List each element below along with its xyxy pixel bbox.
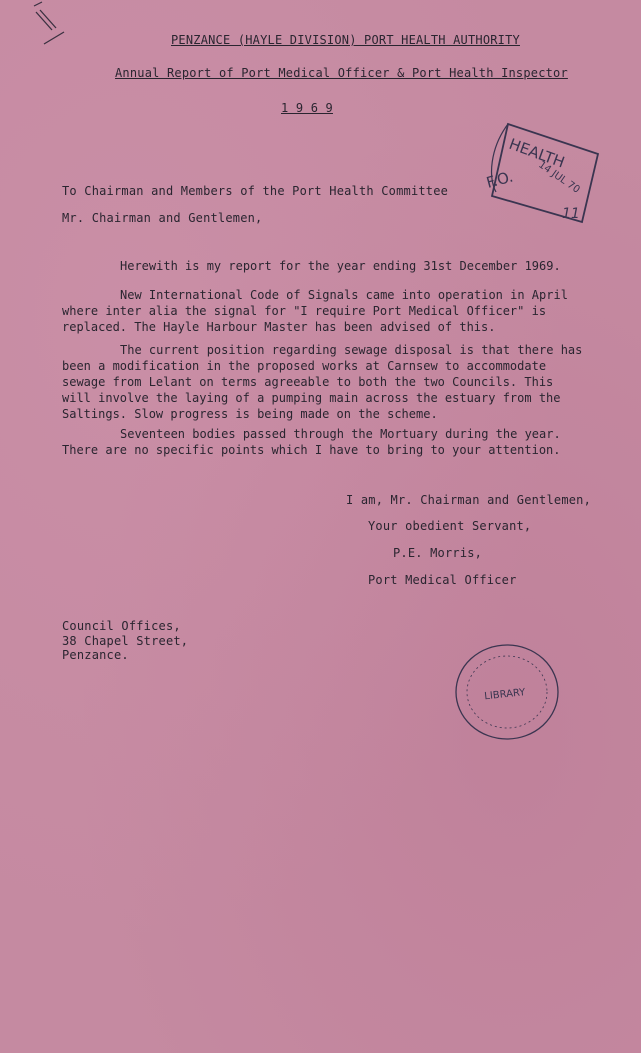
address-line-3: Penzance. (62, 648, 129, 662)
closing-line: I am, Mr. Chairman and Gentlemen, (346, 493, 592, 507)
paragraph-2: New International Code of Signals came into operation in April where inter alia the signal for "I require Port Medical Officer" is replaced. The Hayle Harbour Master has been advised of this. (62, 288, 568, 334)
svg-text:11 (562, 206, 580, 222)
svg-text:LIBRARY (484, 687, 527, 702)
paragraph-4: Seventeen bodies passed through the Mortuary during the year. There are no specific points which I have to bring to your attention. (62, 427, 561, 457)
stamp-number: 11 (562, 206, 580, 222)
paragraph-1: Herewith is my report for the year ending 31st December 1969. (120, 259, 561, 273)
report-year: 1 9 6 9 (281, 101, 333, 115)
stamp-word-fo: F.O. (484, 167, 516, 192)
library-stamp (452, 640, 562, 745)
stamp-date: 14 JUL 70 (536, 159, 582, 196)
servant-line: Your obedient Servant, (368, 519, 532, 533)
stamp-word-health: HEALTH (506, 134, 568, 172)
addressee-line: To Chairman and Members of the Port Health Committee (62, 184, 449, 198)
library-stamp-text: LIBRARY (483, 687, 526, 703)
paragraph-3: The current position regarding sewage disposal is that there has been a modification in the proposed works at Carnsew to accommodate sewage from Lelant on terms agreeable to both the two Councils. This will involve the laying of a pumping main across the estuary from the Saltings. Slow progress is being made on the scheme. (62, 343, 583, 421)
report-title: Annual Report of Port Medical Officer & Port Health Inspector (115, 66, 568, 80)
address-line-1: Council Offices, (62, 619, 181, 633)
greeting-line: Mr. Chairman and Gentlemen, (62, 211, 263, 225)
pen-mark-icon (0, 0, 80, 60)
svg-text:F.O. (484, 168, 515, 192)
address-line-2: 38 Chapel Street, (62, 634, 189, 648)
received-date-stamp (478, 118, 602, 228)
signatory-name: P.E. Morris, (393, 546, 483, 560)
authority-heading: PENZANCE (HAYLE DIVISION) PORT HEALTH AUTHORITY (171, 33, 520, 47)
signatory-title: Port Medical Officer (368, 573, 517, 587)
